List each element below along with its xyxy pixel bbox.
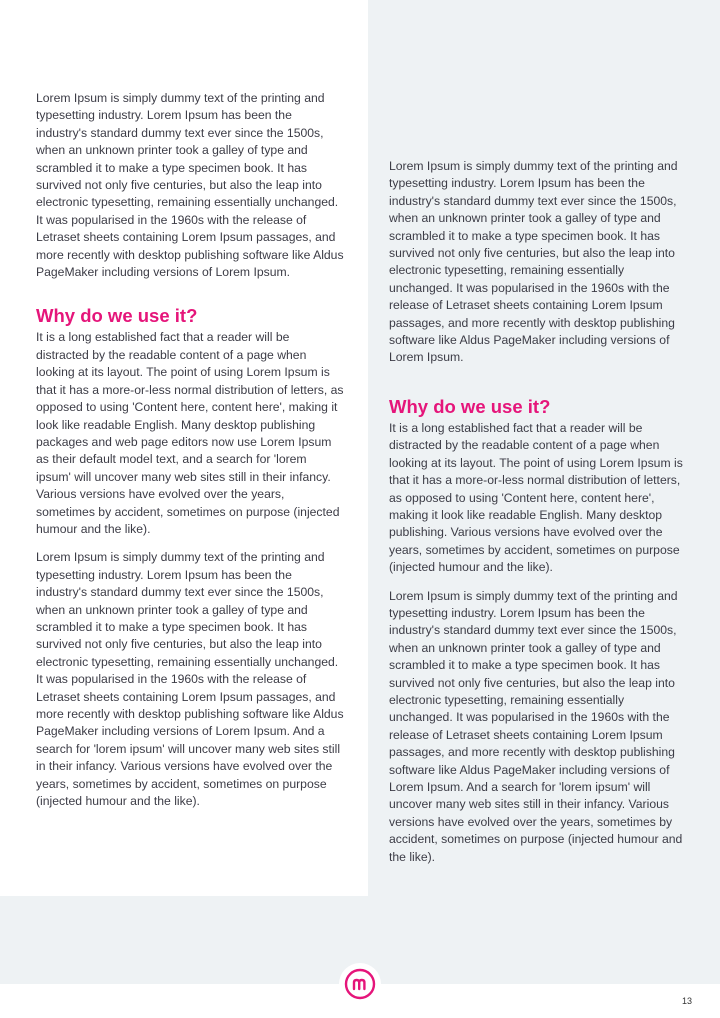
right-section-heading: Why do we use it?	[389, 395, 551, 417]
left-column	[36, 90, 344, 821]
left-paragraph-1: Lorem Ipsum is simply dummy text of the printing and typesetting industry. Lorem Ipsum has been the industry's standard dummy text ever since the 1500s, when an unknown printer took a galley of type and scrambled it to make a type specimen book. It has survived not only five centuries, but also the leap into electronic typesetting, remaining essentially unchanged. It was popularised in the 1960s with the release of Letraset sheets containing Lorem Ipsum passages, and more recently with desktop publishing software like Aldus PageMaker including versions of Lorem Ipsum.	[36, 91, 344, 280]
right-column	[389, 158, 685, 877]
left-paragraph-3: Lorem Ipsum is simply dummy text of the printing and typesetting industry. Lorem Ipsum has been the industry's standard dummy text ever since the 1500s, when an unknown printer took a galley of type and scrambled it to make a type specimen book. It has survived not only five centuries, but also the leap into electronic typesetting, remaining essentially unchanged. It was popularised in the 1960s with the release of Letraset sheets containing Lorem Ipsum passages, and more recently with desktop publishing software like Aldus PageMaker including versions of Lorem Ipsum. And a search for 'lorem ipsum' will uncover many web sites still in their infancy. Various versions have evolved over the years, sometimes by accident, sometimes on purpose (injected humour and the like).	[36, 550, 344, 809]
left-section-heading: Why do we use it?	[36, 305, 198, 327]
page-number: 13	[681, 996, 692, 1006]
right-paragraph-1: Lorem Ipsum is simply dummy text of the printing and typesetting industry. Lorem Ipsum has been the industry's standard dummy text ever since the 1500s, when an unknown printer took a galley of type and scrambled it to make a type specimen book. It has survived not only five centuries, but also the leap into electronic typesetting, remaining essentially unchanged. It was popularised in the 1960s with the release of Letraset sheets containing Lorem Ipsum passages, and more recently with desktop publishing software like Aldus PageMaker including versions of Lorem Ipsum.	[389, 159, 678, 365]
left-paragraph-2: It is a long established fact that a reader will be distracted by the readable content of a page when looking at its layout. The point of using Lorem Ipsum is that it has a more-or-less normal distribution of letters, as opposed to using 'Content here, content here', making it look like readable English. Many desktop publishing packages and web page editors now use Lorem Ipsum as their default model text, and a search for 'lorem ipsum' will uncover many web sites still in their infancy. Various versions have evolved over the years, sometimes by accident, sometimes on purpose (injected humour and the like).	[36, 330, 344, 536]
right-paragraph-3: Lorem Ipsum is simply dummy text of the printing and typesetting industry. Lorem Ipsum has been the industry's standard dummy text ever since the 1500s, when an unknown printer took a galley of type and scrambled it to make a type specimen book. It has survived not only five centuries, but also the leap into electronic typesetting, remaining essentially unchanged. It was popularised in the 1960s with the release of Letraset sheets containing Lorem Ipsum passages, and more recently with desktop publishing software like Aldus PageMaker including versions of Lorem Ipsum. And a search for 'lorem ipsum' will uncover many web sites still in their infancy. Various versions have evolved over the years, sometimes by accident, sometimes on purpose (injected humour and the like).	[389, 588, 683, 864]
m-circle-logo-icon	[339, 963, 381, 1005]
right-paragraph-2: It is a long established fact that a reader will be distracted by the readable content of a page when looking at its layout. The point of using Lorem Ipsum is that it has a more-or-less normal distribution of letters, as opposed to using 'Content here, content here', making it look like readable English. Many desktop publishing. Various versions have evolved over the years, sometimes by accident, sometimes on purpose (injected humour and the like).	[389, 420, 683, 575]
